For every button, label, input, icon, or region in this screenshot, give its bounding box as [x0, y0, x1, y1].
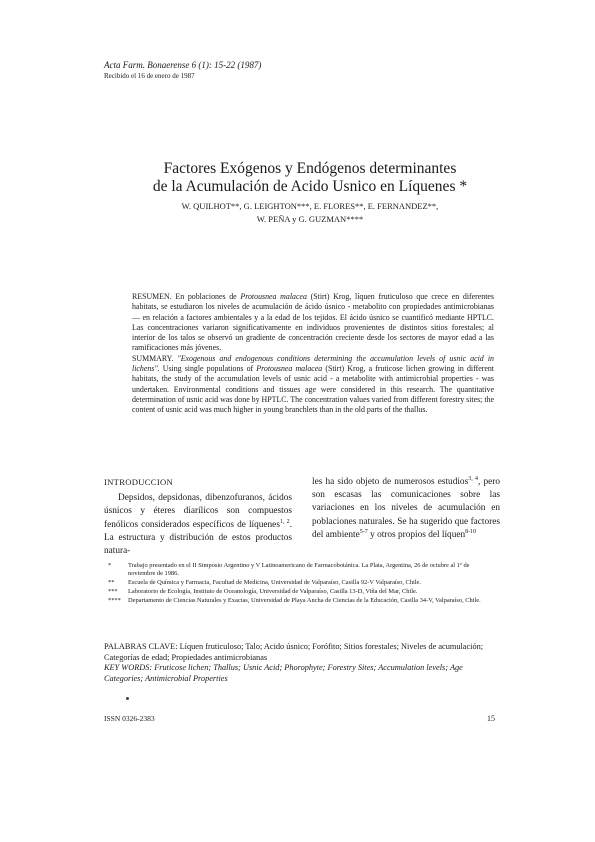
intro-text-2: . La estructura y distribución de estos productos natura-: [104, 519, 293, 557]
title-line-1: Factores Exógenos y Endógenos determinantes: [163, 160, 457, 177]
body-column-left: [104, 476, 292, 558]
summary-species: Protousnea malacea: [256, 364, 323, 374]
received-date: Recibido el 16 de enero de 1987: [104, 72, 195, 80]
page-number: 15: [487, 714, 495, 723]
footnote-mark: **: [108, 579, 115, 587]
journal-citation: Acta Farm. Bonaerense 6 (1): 15-22 (1987): [104, 60, 262, 70]
footnote-text: Trabajo presentado en el II Simposio Argentino y V Latinoamericano de Farmacobotánica. La Plata, Argentina, 26 de octubre al 1º de noviembre de 1986.: [128, 562, 470, 578]
footnote-mark: ***: [108, 588, 118, 596]
citation-ref: 3, 4: [468, 475, 479, 482]
body-column-right: [312, 476, 500, 542]
keywords-spanish: PALABRAS CLAVE: Líquen fruticuloso; Talo; Acido úsnico; Forófito; Sitios forestales; Niveles de acumulación; Categorías de edad; Propiedades antimicrobianas: [104, 642, 484, 662]
citation-ref: 8-10: [465, 528, 477, 535]
footnote: [104, 597, 496, 605]
resumen-label: RESUMEN.: [132, 292, 172, 301]
title-line-2: de la Acumulación de Acido Usnico en Líquenes *: [152, 178, 468, 195]
citation-ref: 5-7: [359, 528, 368, 535]
resumen-paragraph: [132, 292, 494, 354]
footnote-mark: ****: [108, 597, 121, 605]
article-title: [100, 160, 520, 196]
resumen-text-post: (Stirt) Krog, líquen fruticuloso que crece en diferentes habitats, se estudiaron los niveles de acumulación de ácido úsnico - metabolito con propiedades antimicrobianas— en relación a factores ambientales y a la edad de los tejidos. El ácido úsnico se cuantificó mediante HPTLC. Las concentraciones variaron significativamente en individuos provenientes de distintos sitios forestales; al interior de los talos se observó un gradiente de concentración creciente desde los sectores de mayor edad a las ramificaciones más jóvenes.: [132, 292, 494, 353]
resumen-species: Protousnea malacea: [240, 292, 307, 301]
resumen-text-pre: En poblaciones de: [175, 292, 237, 301]
footnote-text: Laboratorio de Ecología, Instituto de Oceanología, Universidad de Valparaíso, Casilla 13-D, Viña del Mar, Chile.: [128, 588, 418, 596]
summary-paragraph: [132, 354, 494, 416]
intro-text-3: les ha sido objeto de numerosos estudios: [312, 477, 469, 487]
intro-text-1: Depsidos, depsidonas, dibenzofuranos, ácidos úsnicos y éteres diarílicos son compuestos fenólicos considerados específicos de líquenes: [104, 493, 292, 530]
footnote: [104, 579, 496, 587]
summary-title: "Exogenous and endogenous conditions determining the accumulation levels of usnic acid in lichens".: [132, 353, 494, 374]
section-heading: INTRODUCCION: [104, 477, 174, 487]
issn: ISSN 0326-2383: [104, 714, 155, 723]
intro-paragraph-right: [312, 476, 500, 542]
footnote: [104, 562, 496, 578]
intro-text-5: y otros propios del líquen: [367, 529, 466, 540]
authors-line-1: W. QUILHOT**, G. LEIGHTON***, E. FLORES**, E. FERNANDEZ**,: [181, 201, 439, 211]
summary-label: SUMMARY.: [132, 353, 174, 363]
footnote-text: Departamento de Ciencias Naturales y Exactas, Universidad de Playa Ancha de Ciencias de la Educación, Casilla 34-V, Valparaíso, Chile.: [128, 597, 481, 605]
page-mark: [126, 697, 129, 700]
abstract: [132, 292, 494, 416]
citation-ref: 1, 2: [279, 518, 290, 525]
summary-text-pre: Using single populations of: [162, 364, 254, 374]
keywords-english: KEY WORDS: Fruticose lichen; Thallus; Usnic Acid; Phorophyte; Forestry Sites; Accumulation levels; Age Categories; Antimicrobial Properties: [104, 663, 463, 683]
author-list: [110, 200, 510, 226]
authors-line-2: W. PEÑA y G. GUZMAN****: [256, 214, 364, 224]
footnotes: [104, 562, 496, 606]
summary-text-post: (Stirt) Krog, a fruticose lichen growing in different habitats, the study of the accumulation levels of usnic acid - a metabolite with antimicrobial properties - was undertaken. Environmental conditions and tissues age were considered in this research. The quantitative determination of usnic acid was done by HPTLC. The concentration values varied from different forestry sites; the content of usnic acid was much higher in young branchlets than in the old parts of the thallus.: [132, 364, 494, 415]
intro-paragraph-left: [104, 492, 292, 558]
footnote-mark: *: [108, 562, 112, 569]
footnote-text: Escuela de Química y Farmacia, Facultad de Medicina, Universidad de Valparaíso, Casilla 92-V Valparaíso, Chile.: [128, 579, 421, 587]
keywords: [104, 642, 498, 684]
footnote: [104, 588, 496, 596]
intro-text-4: , pero son escasas las comunicaciones sobre las variaciones en los niveles de acumulación en poblaciones naturales. Se ha sugerido que factores del ambiente: [312, 477, 500, 540]
